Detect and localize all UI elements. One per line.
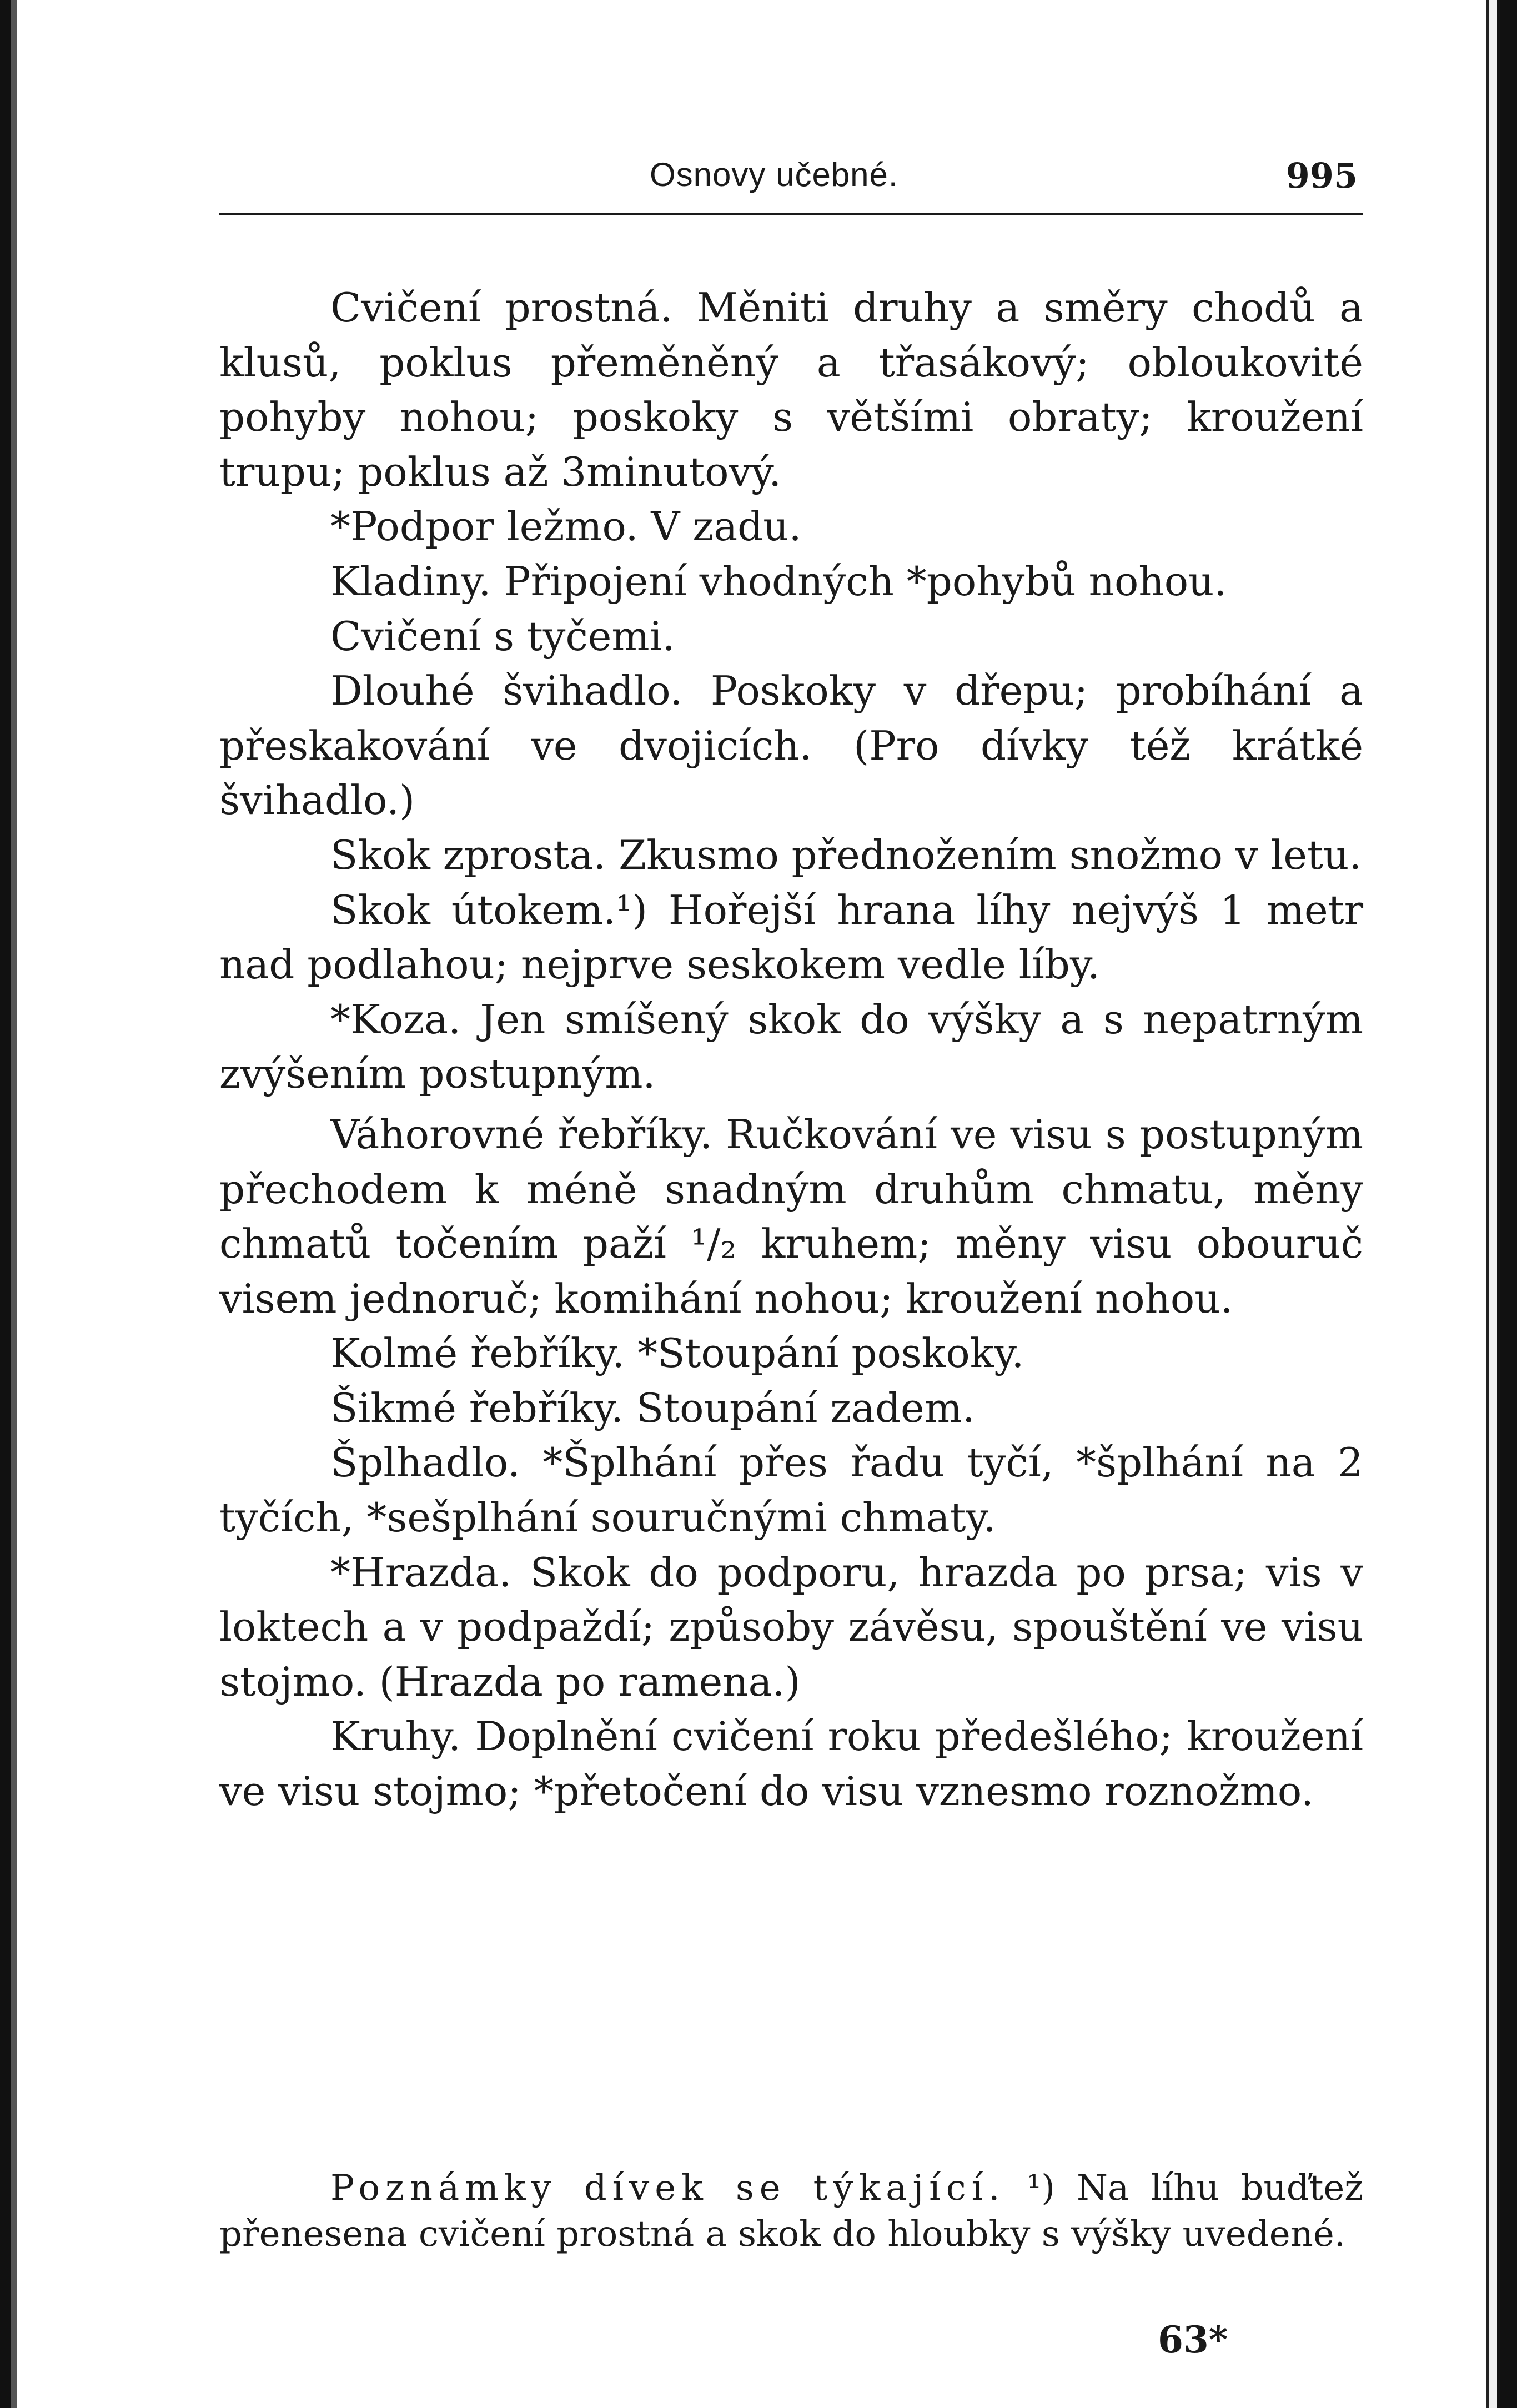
header-rule [219, 213, 1363, 215]
paragraph: Cvičení prostná. Měniti druhy a směry chodů a klusů, poklus přeměněný a třasákový; obloukovité pohyby nohou; poskoky s většími obraty; kroužení trupu; poklus až 3minutový. [219, 284, 1363, 495]
body-text [219, 280, 1363, 1819]
page-header [219, 139, 1363, 205]
paragraph: *Hrazda. Skok do podporu, hrazda po prsa; vis v loktech a v podpaždí; způsoby závěsu, spouštění ve visu stojmo. (Hrazda po ramena.) [219, 1549, 1363, 1705]
scan-right-gap [1489, 0, 1497, 2408]
paragraph: Šplhadlo. *Šplhání přes řadu tyčí, *šplhání na 2 tyčích, *sešplhání souručnými chmaty. [219, 1439, 1363, 1541]
page-number: 995 [1285, 155, 1358, 196]
paragraph: Váhorovné řebříky. Ručkování ve visu s postupným přechodem k méně snadným druhům chmatu, měny chmatů točením paží ¹/₂ kruhem; měny visu obouruč visem jednoruč; komihání nohou; kroužení nohou. [219, 1110, 1363, 1322]
footnote-lead: Poznámky dívek se týkající. [330, 2168, 1006, 2209]
paragraph: Cvičení s tyčemi. [330, 612, 675, 660]
signature-mark: 63* [1158, 2318, 1228, 2361]
paragraph: Kladiny. Připojení vhodných *pohybů nohou. [330, 557, 1227, 605]
running-head: Osnovy učebné. [650, 156, 898, 193]
paragraph: Kolmé řebříky. *Stoupání poskoky. [330, 1330, 1024, 1377]
footnote-text: ¹) Na líhu buďtež přenesena cvičení prostná a skok do hloubky s výšky uvedené. [219, 2168, 1364, 2255]
scan-right-edge [1497, 0, 1517, 2408]
paragraph: Dlouhé švihadlo. Poskoky v dřepu; probíhání a přeskakování ve dvojicích. (Pro dívky též krátké švihadlo.) [219, 667, 1363, 824]
paragraph: Skok útokem.¹) Hořejší hrana líhy nejvýš 1 metr nad podlahou; nejprve seskokem vedle líby. [219, 886, 1363, 988]
paragraph: Šikmé řebříky. Stoupání zadem. [330, 1384, 975, 1431]
paragraph: Kruhy. Doplnění cvičení roku předešlého; kroužení ve visu stojmo; *přetočení do visu vznesmo roznožmo. [219, 1713, 1363, 1815]
book-page [219, 139, 1364, 2361]
footnote [219, 2165, 1363, 2258]
paragraph: Skok zprosta. Zkusmo přednožením snožmo v letu. [330, 831, 1362, 878]
paragraph: *Podpor ležmo. V zadu. [330, 503, 802, 550]
paragraph: *Koza. Jen smíšený skok do výšky a s nepatrným zvýšením postupným. [219, 996, 1363, 1098]
footnote-paragraph [219, 2165, 1363, 2258]
scan-left-edge [0, 0, 11, 2408]
scan-left-shadow [11, 0, 17, 2408]
